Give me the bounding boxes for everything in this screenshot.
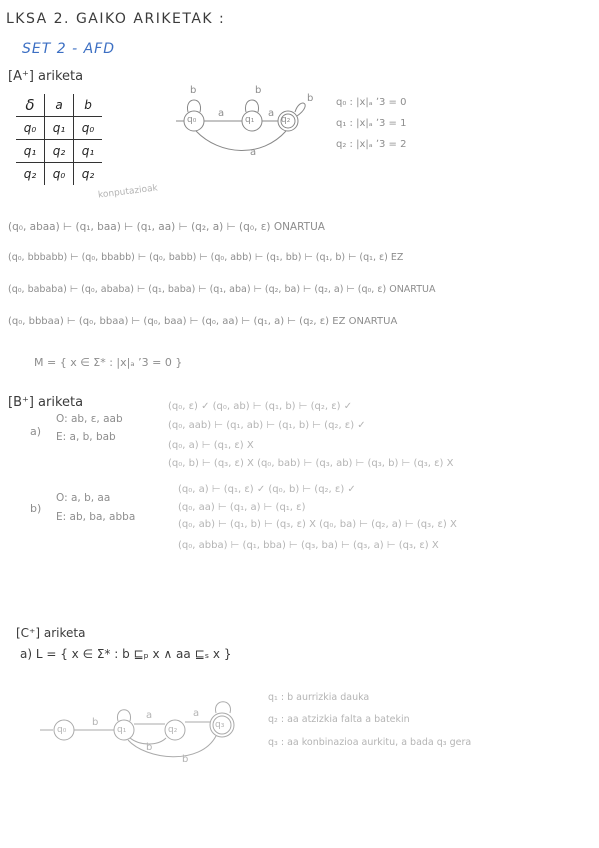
- edge-label: b: [255, 85, 262, 96]
- table-cell: q₂: [45, 140, 74, 163]
- table-row-state: q₁: [16, 140, 45, 163]
- accepted-set: O: a, b, aa: [56, 492, 111, 504]
- state-q2-label: q₂: [281, 115, 291, 125]
- state-note: q₁ : |x|ₐ ʼ3 = 1: [336, 118, 407, 129]
- table-header-b: b: [74, 94, 103, 117]
- table-cell: q₂: [74, 163, 103, 186]
- edge-label: a: [193, 708, 200, 719]
- table-cell: q₀: [74, 117, 103, 140]
- table-corner: δ: [16, 94, 45, 117]
- trace-line: (q₀, b) ⊢ (q₃, ε) X (q₀, bab) ⊢ (q₃, ab) ⊢ (q₃, b) ⊢ (q₃, ε) X: [168, 458, 454, 469]
- edge-label: b: [182, 754, 189, 765]
- trace-line: (q₀, ε) ✓ (q₀, ab) ⊢ (q₁, b) ⊢ (q₂, ε) ✓: [168, 401, 353, 412]
- part-a-label: a): [30, 425, 42, 438]
- computation-line: (q₀, abaa) ⊢ (q₁, baa) ⊢ (q₁, aa) ⊢ (q₂, a) ⊢ (q₀, ε) ONARTUA: [8, 221, 325, 233]
- loop-q1: [245, 100, 258, 112]
- trace-line: (q₀, abba) ⊢ (q₁, bba) ⊢ (q₃, ba) ⊢ (q₃, a) ⊢ (q₃, ε) X: [178, 540, 439, 551]
- trace-line: (q₀, aab) ⊢ (q₁, ab) ⊢ (q₁, b) ⊢ (q₂, ε) ✓: [168, 420, 366, 431]
- edge-label: b: [146, 742, 153, 753]
- loop-q0: [187, 100, 200, 112]
- language-m: M = { x ∈ Σ* : |x|ₐ ʼ3 = 0 }: [34, 356, 183, 369]
- state-note: q₁ : b aurrizkia dauka: [268, 692, 370, 703]
- state-note: q₂ : |x|ₐ ʼ3 = 2: [336, 139, 407, 150]
- trace-line: (q₀, aa) ⊢ (q₁, a) ⊢ (q₁, ε): [178, 502, 306, 513]
- table-header-a: a: [45, 94, 74, 117]
- trace-line: (q₀, ab) ⊢ (q₁, b) ⊢ (q₃, ε) X (q₀, ba) ⊢ (q₂, a) ⊢ (q₃, ε) X: [178, 519, 457, 530]
- table-cell: q₀: [45, 163, 74, 186]
- trace-line: (q₀, a) ⊢ (q₁, ε) ✓ (q₀, b) ⊢ (q₂, ε) ✓: [178, 484, 356, 495]
- c-loop-q3: [216, 702, 231, 713]
- trace-line: (q₀, a) ⊢ (q₁, ε) X: [168, 440, 254, 451]
- section-c-heading: [C⁺] ariketa: [16, 626, 86, 640]
- loop-q2: [295, 103, 305, 116]
- edge-q2-q0: [196, 131, 286, 151]
- edge-label: a: [268, 108, 275, 119]
- state-c-q3-label: q₃: [215, 720, 225, 730]
- computation-line: (q₀, bbbaa) ⊢ (q₀, bbaa) ⊢ (q₀, baa) ⊢ (q₀, aa) ⊢ (q₁, a) ⊢ (q₂, ε) EZ ONARTUA: [8, 316, 398, 327]
- edge-label: a: [218, 108, 225, 119]
- state-q1-label: q₁: [245, 115, 255, 125]
- edge-label: a: [146, 710, 153, 721]
- state-c-q2-label: q₂: [168, 725, 178, 735]
- rejected-set: E: ab, ba, abba: [56, 511, 136, 523]
- computation-line: (q₀, bbbabb) ⊢ (q₀, bbabb) ⊢ (q₀, babb) ⊢ (q₀, abb) ⊢ (q₁, bb) ⊢ (q₁, b) ⊢ (q₁, ε) EZ: [8, 252, 404, 263]
- part-b-label: b): [30, 502, 42, 515]
- state-c-q0-label: q₀: [57, 725, 67, 735]
- state-c-q1-label: q₁: [117, 725, 127, 735]
- table-row-state: q₂: [16, 163, 45, 186]
- edge-label: b: [190, 85, 197, 96]
- table-cell: q₁: [45, 117, 74, 140]
- c-loop-q1: [117, 710, 130, 721]
- table-cell: q₁: [74, 140, 103, 163]
- page-subtitle: SET 2 - AFD: [22, 41, 116, 57]
- language-l: a) L = { x ∈ Σ* : b ⊑ₚ x ∧ aa ⊑ₛ x }: [20, 647, 232, 661]
- state-q0-label: q₀: [187, 115, 197, 125]
- edge-label: b: [307, 93, 314, 104]
- state-note: q₀ : |x|ₐ ʼ3 = 0: [336, 97, 407, 108]
- section-a-heading: [A⁺] ariketa: [8, 69, 84, 84]
- accepted-set: O: ab, ε, aab: [56, 413, 123, 425]
- section-b-heading: [B⁺] ariketa: [8, 395, 84, 410]
- state-note: q₃ : aa konbinazioa aurkitu, a bada q₃ gera: [268, 737, 472, 748]
- computation-line: (q₀, bababa) ⊢ (q₀, ababa) ⊢ (q₁, baba) ⊢ (q₁, aba) ⊢ (q₂, ba) ⊢ (q₂, a) ⊢ (q₀, ε) ONARTUA: [8, 284, 436, 295]
- rejected-set: E: a, b, bab: [56, 431, 116, 443]
- edge-label: a: [250, 147, 257, 158]
- edge-label: b: [92, 717, 99, 728]
- computations-label: konputazioak: [97, 183, 159, 201]
- page-title: LKSA 2. GAIKO ARIKETAK :: [6, 11, 226, 27]
- state-note: q₂ : aa atzizkia falta a batekin: [268, 714, 410, 725]
- table-row-state: q₀: [16, 117, 45, 140]
- automaton-c-diagram: [40, 702, 234, 757]
